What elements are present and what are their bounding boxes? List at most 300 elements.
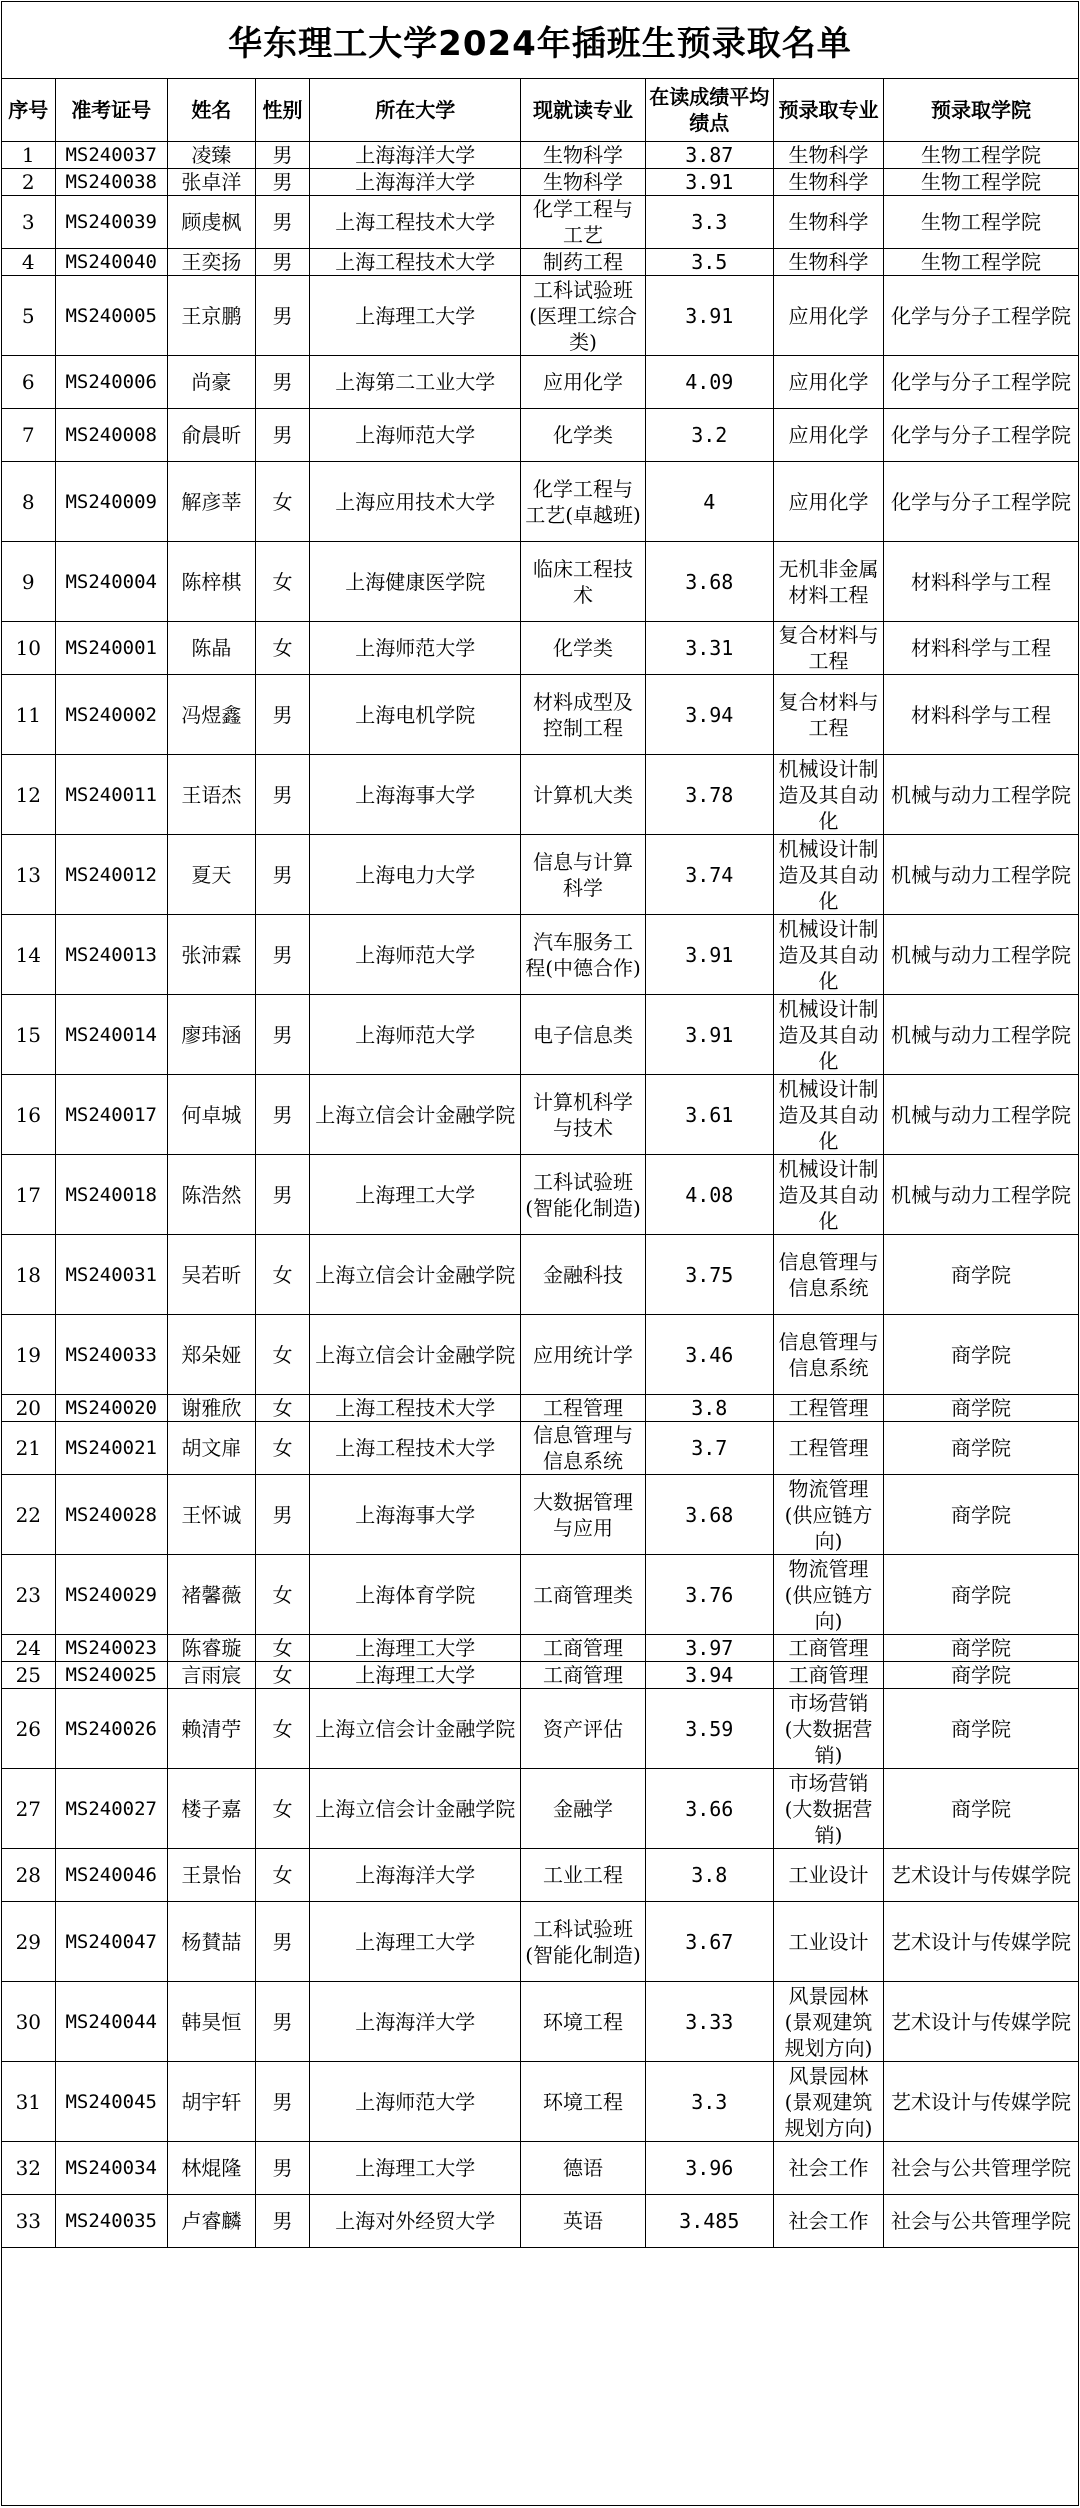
- cell-name: 廖玮涵: [167, 995, 255, 1075]
- cell-no: 24: [2, 1635, 55, 1662]
- cell-name: 陈浩然: [167, 1155, 255, 1235]
- cell-name: 王语杰: [167, 755, 255, 835]
- cell-admit-major: 信息管理与信息系统: [773, 1315, 883, 1395]
- table-row: [2, 1315, 1078, 1395]
- cell-admit-college: 商学院: [884, 1769, 1078, 1849]
- cell-admit-major: 风景园林(景观建筑规划方向): [773, 2062, 883, 2142]
- table-row: [2, 542, 1078, 622]
- cell-school: 上海海洋大学: [310, 1849, 521, 1902]
- cell-gpa: 3.67: [645, 1902, 773, 1982]
- cell-admit-college: 材料科学与工程: [884, 622, 1078, 675]
- cell-no: 3: [2, 196, 55, 249]
- cell-admit-major: 应用化学: [773, 356, 883, 409]
- cell-name: 凌臻: [167, 142, 255, 169]
- cell-name: 王怀诚: [167, 1475, 255, 1555]
- cell-name: 韩昊恒: [167, 1982, 255, 2062]
- cell-current-major: 工商管理类: [521, 1555, 645, 1635]
- cell-no: 11: [2, 675, 55, 755]
- cell-no: 14: [2, 915, 55, 995]
- cell-admit-major: 复合材料与工程: [773, 622, 883, 675]
- cell-admit-major: 物流管理(供应链方向): [773, 1555, 883, 1635]
- cell-gender: 男: [255, 1902, 309, 1982]
- cell-exam-id: MS240020: [55, 1395, 167, 1422]
- cell-exam-id: MS240047: [55, 1902, 167, 1982]
- cell-gender: 女: [255, 1315, 309, 1395]
- cell-exam-id: MS240035: [55, 2195, 167, 2248]
- cell-admit-college: 化学与分子工程学院: [884, 276, 1078, 356]
- table-row: [2, 622, 1078, 675]
- cell-exam-id: MS240029: [55, 1555, 167, 1635]
- cell-school: 上海电机学院: [310, 675, 521, 755]
- cell-gender: 女: [255, 1235, 309, 1315]
- cell-school: 上海第二工业大学: [310, 356, 521, 409]
- header-no: 序号: [2, 79, 55, 142]
- cell-exam-id: MS240026: [55, 1689, 167, 1769]
- cell-name: 林焜隆: [167, 2142, 255, 2195]
- cell-gender: 女: [255, 1555, 309, 1635]
- cell-exam-id: MS240038: [55, 169, 167, 196]
- cell-current-major: 化学工程与工艺(卓越班): [521, 462, 645, 542]
- cell-admit-major: 机械设计制造及其自动化: [773, 835, 883, 915]
- cell-admit-major: 生物科学: [773, 196, 883, 249]
- cell-exam-id: MS240012: [55, 835, 167, 915]
- cell-name: 谢雅欣: [167, 1395, 255, 1422]
- cell-gpa: 3.97: [645, 1635, 773, 1662]
- cell-no: 25: [2, 1662, 55, 1689]
- cell-gpa: 3.31: [645, 622, 773, 675]
- cell-admit-major: 物流管理(供应链方向): [773, 1475, 883, 1555]
- admission-table: [2, 79, 1078, 2248]
- cell-school: 上海海洋大学: [310, 169, 521, 196]
- table-row: [2, 1475, 1078, 1555]
- cell-current-major: 工业工程: [521, 1849, 645, 1902]
- table-row: [2, 1662, 1078, 1689]
- cell-admit-college: 商学院: [884, 1315, 1078, 1395]
- cell-current-major: 信息管理与信息系统: [521, 1422, 645, 1475]
- cell-gender: 男: [255, 196, 309, 249]
- cell-no: 15: [2, 995, 55, 1075]
- cell-gender: 男: [255, 249, 309, 276]
- cell-gpa: 3.74: [645, 835, 773, 915]
- cell-no: 29: [2, 1902, 55, 1982]
- cell-current-major: 工商管理: [521, 1662, 645, 1689]
- cell-admit-major: 工业设计: [773, 1902, 883, 1982]
- table-row: [2, 249, 1078, 276]
- cell-admit-college: 商学院: [884, 1689, 1078, 1769]
- cell-name: 郑朵娅: [167, 1315, 255, 1395]
- cell-current-major: 临床工程技术: [521, 542, 645, 622]
- cell-gpa: 3.5: [645, 249, 773, 276]
- cell-gpa: 3.91: [645, 915, 773, 995]
- cell-admit-college: 机械与动力工程学院: [884, 915, 1078, 995]
- cell-school: 上海工程技术大学: [310, 196, 521, 249]
- cell-admit-major: 无机非金属材料工程: [773, 542, 883, 622]
- cell-admit-major: 应用化学: [773, 409, 883, 462]
- cell-gpa: 3.7: [645, 1422, 773, 1475]
- cell-school: 上海立信会计金融学院: [310, 1769, 521, 1849]
- cell-exam-id: MS240034: [55, 2142, 167, 2195]
- cell-school: 上海健康医学院: [310, 542, 521, 622]
- cell-gpa: 4.08: [645, 1155, 773, 1235]
- cell-exam-id: MS240040: [55, 249, 167, 276]
- table-row: [2, 1849, 1078, 1902]
- cell-current-major: 生物科学: [521, 142, 645, 169]
- table-row: [2, 1075, 1078, 1155]
- cell-current-major: 化学类: [521, 622, 645, 675]
- cell-admit-major: 复合材料与工程: [773, 675, 883, 755]
- header-school: 所在大学: [310, 79, 521, 142]
- cell-admit-major: 生物科学: [773, 249, 883, 276]
- cell-gender: 女: [255, 622, 309, 675]
- table-row: [2, 142, 1078, 169]
- cell-gpa: 3.94: [645, 675, 773, 755]
- cell-admit-college: 社会与公共管理学院: [884, 2142, 1078, 2195]
- cell-school: 上海师范大学: [310, 915, 521, 995]
- cell-name: 陈睿璇: [167, 1635, 255, 1662]
- table-row: [2, 1635, 1078, 1662]
- cell-admit-college: 机械与动力工程学院: [884, 995, 1078, 1075]
- table-header-row: [2, 79, 1078, 142]
- cell-gender: 男: [255, 755, 309, 835]
- cell-school: 上海理工大学: [310, 1155, 521, 1235]
- cell-name: 王奕扬: [167, 249, 255, 276]
- cell-no: 4: [2, 249, 55, 276]
- cell-current-major: 金融科技: [521, 1235, 645, 1315]
- cell-name: 陈晶: [167, 622, 255, 675]
- cell-no: 20: [2, 1395, 55, 1422]
- cell-gpa: 3.91: [645, 995, 773, 1075]
- cell-exam-id: MS240004: [55, 542, 167, 622]
- cell-exam-id: MS240008: [55, 409, 167, 462]
- cell-gpa: 3.75: [645, 1235, 773, 1315]
- header-admit-major: 预录取专业: [773, 79, 883, 142]
- cell-no: 9: [2, 542, 55, 622]
- cell-school: 上海师范大学: [310, 995, 521, 1075]
- cell-school: 上海工程技术大学: [310, 1422, 521, 1475]
- cell-gpa: 3.2: [645, 409, 773, 462]
- table-row: [2, 995, 1078, 1075]
- table-row: [2, 915, 1078, 995]
- cell-admit-major: 社会工作: [773, 2195, 883, 2248]
- cell-no: 17: [2, 1155, 55, 1235]
- cell-name: 王京鹏: [167, 276, 255, 356]
- cell-current-major: 工程管理: [521, 1395, 645, 1422]
- cell-admit-college: 化学与分子工程学院: [884, 356, 1078, 409]
- cell-gpa: 3.96: [645, 2142, 773, 2195]
- cell-gender: 女: [255, 462, 309, 542]
- cell-current-major: 资产评估: [521, 1689, 645, 1769]
- cell-no: 12: [2, 755, 55, 835]
- cell-exam-id: MS240009: [55, 462, 167, 542]
- cell-admit-college: 商学院: [884, 1635, 1078, 1662]
- cell-exam-id: MS240023: [55, 1635, 167, 1662]
- cell-admit-major: 市场营销(大数据营销): [773, 1769, 883, 1849]
- cell-exam-id: MS240031: [55, 1235, 167, 1315]
- cell-admit-college: 商学院: [884, 1235, 1078, 1315]
- cell-gpa: 3.87: [645, 142, 773, 169]
- cell-exam-id: MS240028: [55, 1475, 167, 1555]
- cell-current-major: 工科试验班(医理工综合类): [521, 276, 645, 356]
- cell-admit-major: 风景园林(景观建筑规划方向): [773, 1982, 883, 2062]
- cell-name: 夏天: [167, 835, 255, 915]
- cell-gender: 男: [255, 142, 309, 169]
- cell-name: 褚馨薇: [167, 1555, 255, 1635]
- cell-gender: 男: [255, 675, 309, 755]
- table-row: [2, 2195, 1078, 2248]
- cell-admit-college: 社会与公共管理学院: [884, 2195, 1078, 2248]
- table-row: [2, 835, 1078, 915]
- cell-school: 上海海洋大学: [310, 142, 521, 169]
- cell-admit-college: 商学院: [884, 1662, 1078, 1689]
- header-exam-id: 准考证号: [55, 79, 167, 142]
- cell-gender: 男: [255, 1475, 309, 1555]
- cell-school: 上海立信会计金融学院: [310, 1315, 521, 1395]
- cell-gender: 男: [255, 276, 309, 356]
- cell-gender: 女: [255, 1395, 309, 1422]
- cell-no: 27: [2, 1769, 55, 1849]
- cell-name: 吴若昕: [167, 1235, 255, 1315]
- cell-admit-college: 生物工程学院: [884, 169, 1078, 196]
- cell-gender: 男: [255, 995, 309, 1075]
- cell-current-major: 制药工程: [521, 249, 645, 276]
- cell-admit-college: 艺术设计与传媒学院: [884, 2062, 1078, 2142]
- cell-admit-major: 机械设计制造及其自动化: [773, 915, 883, 995]
- cell-admit-major: 工商管理: [773, 1635, 883, 1662]
- cell-current-major: 电子信息类: [521, 995, 645, 1075]
- table-row: [2, 462, 1078, 542]
- header-gender: 性别: [255, 79, 309, 142]
- cell-name: 顾虔枫: [167, 196, 255, 249]
- cell-current-major: 英语: [521, 2195, 645, 2248]
- cell-school: 上海理工大学: [310, 1635, 521, 1662]
- cell-no: 19: [2, 1315, 55, 1395]
- table-row: [2, 675, 1078, 755]
- cell-gpa: 4: [645, 462, 773, 542]
- cell-no: 32: [2, 2142, 55, 2195]
- cell-school: 上海体育学院: [310, 1555, 521, 1635]
- cell-school: 上海工程技术大学: [310, 1395, 521, 1422]
- cell-gender: 男: [255, 1982, 309, 2062]
- cell-admit-major: 机械设计制造及其自动化: [773, 1155, 883, 1235]
- cell-no: 1: [2, 142, 55, 169]
- cell-gender: 男: [255, 2142, 309, 2195]
- cell-school: 上海师范大学: [310, 409, 521, 462]
- cell-admit-college: 材料科学与工程: [884, 675, 1078, 755]
- cell-exam-id: MS240039: [55, 196, 167, 249]
- table-row: [2, 1982, 1078, 2062]
- cell-current-major: 环境工程: [521, 2062, 645, 2142]
- cell-current-major: 工商管理: [521, 1635, 645, 1662]
- cell-admit-college: 机械与动力工程学院: [884, 1075, 1078, 1155]
- cell-current-major: 大数据管理与应用: [521, 1475, 645, 1555]
- cell-school: 上海海事大学: [310, 1475, 521, 1555]
- cell-admit-college: 艺术设计与传媒学院: [884, 1982, 1078, 2062]
- cell-admit-college: 化学与分子工程学院: [884, 409, 1078, 462]
- cell-gpa: 3.59: [645, 1689, 773, 1769]
- cell-name: 胡宇轩: [167, 2062, 255, 2142]
- cell-exam-id: MS240037: [55, 142, 167, 169]
- cell-name: 何卓城: [167, 1075, 255, 1155]
- cell-gender: 女: [255, 542, 309, 622]
- cell-gpa: 3.66: [645, 1769, 773, 1849]
- cell-name: 楼子嘉: [167, 1769, 255, 1849]
- cell-admit-major: 生物科学: [773, 169, 883, 196]
- cell-name: 言雨宸: [167, 1662, 255, 1689]
- cell-gender: 男: [255, 2062, 309, 2142]
- table-row: [2, 169, 1078, 196]
- cell-current-major: 德语: [521, 2142, 645, 2195]
- table-row: [2, 1422, 1078, 1475]
- cell-school: 上海海事大学: [310, 755, 521, 835]
- cell-admit-college: 商学院: [884, 1395, 1078, 1422]
- cell-exam-id: MS240005: [55, 276, 167, 356]
- cell-admit-major: 机械设计制造及其自动化: [773, 755, 883, 835]
- cell-current-major: 应用统计学: [521, 1315, 645, 1395]
- cell-admit-major: 机械设计制造及其自动化: [773, 1075, 883, 1155]
- cell-no: 6: [2, 356, 55, 409]
- cell-no: 13: [2, 835, 55, 915]
- cell-admit-college: 机械与动力工程学院: [884, 755, 1078, 835]
- cell-current-major: 工科试验班(智能化制造): [521, 1902, 645, 1982]
- cell-current-major: 化学工程与工艺: [521, 196, 645, 249]
- table-row: [2, 276, 1078, 356]
- cell-name: 俞晨昕: [167, 409, 255, 462]
- cell-no: 5: [2, 276, 55, 356]
- cell-exam-id: MS240011: [55, 755, 167, 835]
- cell-name: 赖清苧: [167, 1689, 255, 1769]
- cell-school: 上海理工大学: [310, 1902, 521, 1982]
- cell-name: 卢睿麟: [167, 2195, 255, 2248]
- cell-current-major: 信息与计算科学: [521, 835, 645, 915]
- cell-no: 2: [2, 169, 55, 196]
- cell-exam-id: MS240014: [55, 995, 167, 1075]
- table-row: [2, 1155, 1078, 1235]
- admission-list-sheet: [1, 1, 1079, 2506]
- cell-school: 上海师范大学: [310, 2062, 521, 2142]
- cell-no: 28: [2, 1849, 55, 1902]
- cell-name: 张沛霖: [167, 915, 255, 995]
- cell-gender: 男: [255, 356, 309, 409]
- cell-gpa: 3.68: [645, 1475, 773, 1555]
- cell-gpa: 3.91: [645, 169, 773, 196]
- header-gpa: 在读成绩平均绩点: [645, 79, 773, 142]
- cell-admit-college: 艺术设计与传媒学院: [884, 1849, 1078, 1902]
- cell-admit-college: 机械与动力工程学院: [884, 1155, 1078, 1235]
- cell-admit-college: 商学院: [884, 1475, 1078, 1555]
- cell-no: 31: [2, 2062, 55, 2142]
- cell-gpa: 3.3: [645, 2062, 773, 2142]
- cell-school: 上海对外经贸大学: [310, 2195, 521, 2248]
- table-row: [2, 1555, 1078, 1635]
- table-row: [2, 2142, 1078, 2195]
- cell-current-major: 材料成型及控制工程: [521, 675, 645, 755]
- cell-no: 26: [2, 1689, 55, 1769]
- cell-admit-college: 生物工程学院: [884, 196, 1078, 249]
- cell-gender: 男: [255, 915, 309, 995]
- cell-gpa: 3.46: [645, 1315, 773, 1395]
- cell-admit-major: 工程管理: [773, 1422, 883, 1475]
- cell-gpa: 3.68: [645, 542, 773, 622]
- cell-exam-id: MS240033: [55, 1315, 167, 1395]
- cell-admit-major: 工业设计: [773, 1849, 883, 1902]
- table-row: [2, 2062, 1078, 2142]
- cell-admit-major: 市场营销(大数据营销): [773, 1689, 883, 1769]
- cell-admit-major: 应用化学: [773, 276, 883, 356]
- cell-admit-college: 生物工程学院: [884, 249, 1078, 276]
- cell-exam-id: MS240045: [55, 2062, 167, 2142]
- cell-exam-id: MS240021: [55, 1422, 167, 1475]
- header-admit-college: 预录取学院: [884, 79, 1078, 142]
- table-body: [2, 142, 1078, 2248]
- cell-exam-id: MS240017: [55, 1075, 167, 1155]
- cell-exam-id: MS240002: [55, 675, 167, 755]
- cell-school: 上海应用技术大学: [310, 462, 521, 542]
- table-row: [2, 356, 1078, 409]
- cell-name: 冯煜鑫: [167, 675, 255, 755]
- cell-no: 8: [2, 462, 55, 542]
- cell-admit-major: 应用化学: [773, 462, 883, 542]
- header-name: 姓名: [167, 79, 255, 142]
- cell-school: 上海师范大学: [310, 622, 521, 675]
- cell-gender: 男: [255, 1075, 309, 1155]
- cell-exam-id: MS240044: [55, 1982, 167, 2062]
- cell-school: 上海电力大学: [310, 835, 521, 915]
- cell-name: 张卓洋: [167, 169, 255, 196]
- cell-gpa: 3.61: [645, 1075, 773, 1155]
- table-row: [2, 755, 1078, 835]
- cell-admit-major: 工商管理: [773, 1662, 883, 1689]
- cell-name: 陈梓棋: [167, 542, 255, 622]
- cell-name: 王景怡: [167, 1849, 255, 1902]
- cell-admit-college: 商学院: [884, 1555, 1078, 1635]
- cell-gender: 女: [255, 1635, 309, 1662]
- cell-current-major: 化学类: [521, 409, 645, 462]
- cell-school: 上海理工大学: [310, 276, 521, 356]
- cell-gpa: 3.8: [645, 1395, 773, 1422]
- table-row: [2, 196, 1078, 249]
- cell-admit-college: 商学院: [884, 1422, 1078, 1475]
- cell-gender: 女: [255, 1689, 309, 1769]
- cell-exam-id: MS240046: [55, 1849, 167, 1902]
- header-current-major: 现就读专业: [521, 79, 645, 142]
- cell-exam-id: MS240006: [55, 356, 167, 409]
- cell-gpa: 3.33: [645, 1982, 773, 2062]
- cell-school: 上海海洋大学: [310, 1982, 521, 2062]
- cell-name: 胡文扉: [167, 1422, 255, 1475]
- cell-no: 30: [2, 1982, 55, 2062]
- cell-no: 22: [2, 1475, 55, 1555]
- cell-gpa: 3.78: [645, 755, 773, 835]
- cell-gender: 女: [255, 1422, 309, 1475]
- cell-current-major: 金融学: [521, 1769, 645, 1849]
- cell-gender: 男: [255, 409, 309, 462]
- cell-admit-major: 工程管理: [773, 1395, 883, 1422]
- cell-no: 16: [2, 1075, 55, 1155]
- cell-exam-id: MS240013: [55, 915, 167, 995]
- cell-school: 上海工程技术大学: [310, 249, 521, 276]
- table-row: [2, 1235, 1078, 1315]
- page-title: 华东理工大学2024年插班生预录取名单: [2, 2, 1078, 79]
- cell-gpa: 3.94: [645, 1662, 773, 1689]
- cell-admit-college: 艺术设计与传媒学院: [884, 1902, 1078, 1982]
- cell-school: 上海理工大学: [310, 2142, 521, 2195]
- cell-current-major: 计算机大类: [521, 755, 645, 835]
- cell-gender: 男: [255, 1155, 309, 1235]
- cell-gender: 男: [255, 169, 309, 196]
- table-row: [2, 409, 1078, 462]
- cell-no: 10: [2, 622, 55, 675]
- cell-name: 解彦莘: [167, 462, 255, 542]
